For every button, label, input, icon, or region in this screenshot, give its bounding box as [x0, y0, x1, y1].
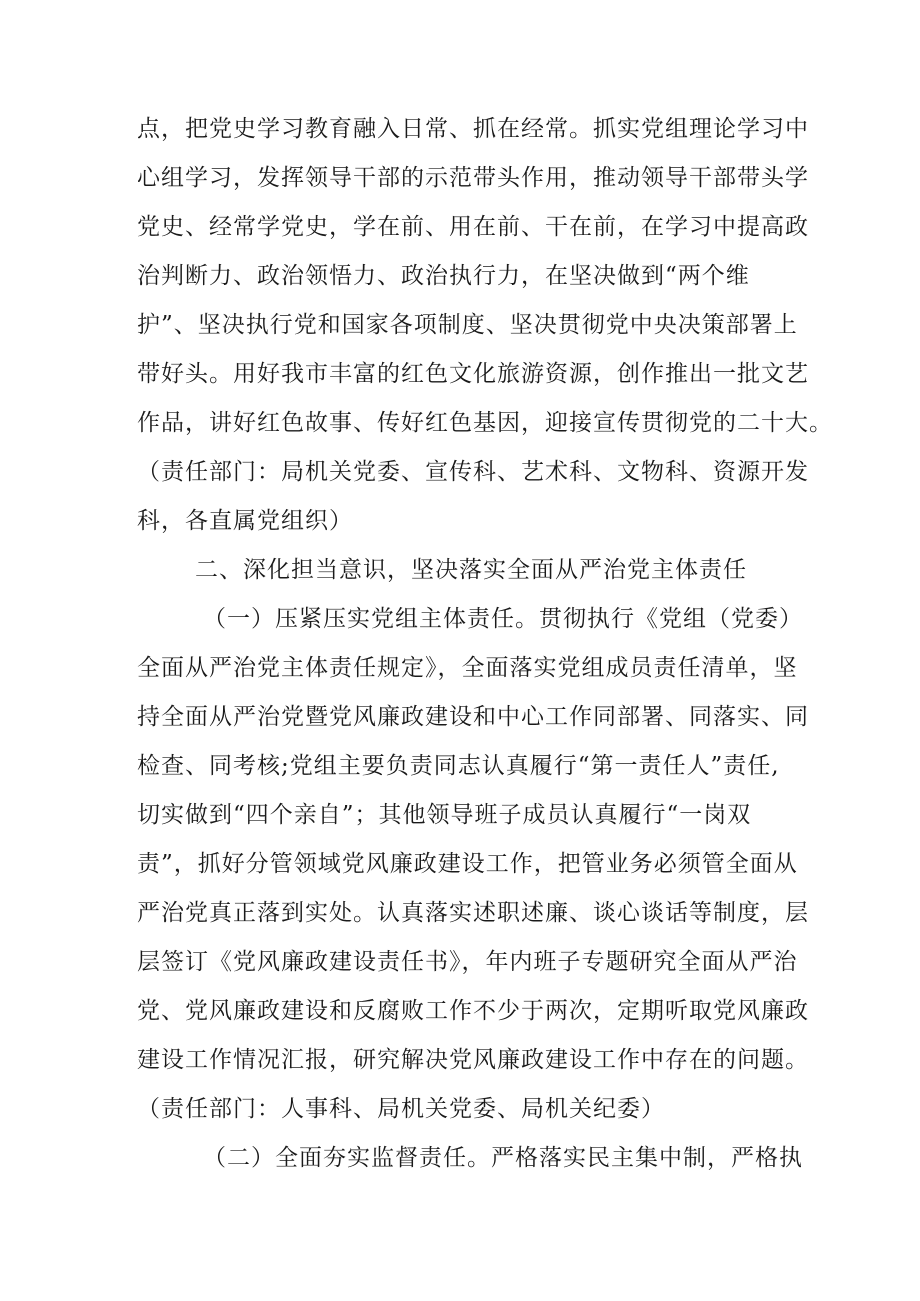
subsection-heading: （二）全面夯实监督责任。严格落实民主集中制，严格执 [203, 1145, 803, 1171]
text-line: 党史、经常学党史，学在前、用在前、干在前，在学习中提高政 [137, 214, 809, 240]
text-line: 党、党风廉政建设和反腐败工作不少于两次，定期听取党风廉政 [137, 998, 809, 1024]
text-line: 责”，抓好分管领域党风廉政建设工作，把管业务必须管全面从 [137, 851, 798, 877]
text-line: 心组学习，发挥领导干部的示范带头作用，推动领导干部带头学 [137, 165, 809, 191]
text-line: 层签订《党风廉政建设责任书》，年内班子专题研究全面从严治 [137, 949, 798, 975]
text-line: （责任部门：人事科、局机关党委、局机关纪委） [137, 1096, 665, 1122]
text-line: 带好头。用好我市丰富的红色文化旅游资源，创作推出一批文艺 [137, 361, 809, 387]
text-line: 严治党真正落到实处。认真落实述职述廉、谈心谈话等制度，层 [137, 900, 809, 926]
text-line: 切实做到“四个亲自”；其他领导班子成员认真履行“一岗双 [137, 802, 752, 828]
text-line: 点，把党史学习教育融入日常、抓在经常。抓实党组理论学习中 [137, 116, 809, 142]
section-heading: 二、深化担当意识，坚决落实全面从严治党主体责任 [195, 557, 747, 583]
text-line: 检查、同考核;党组主要负责同志认真履行“第一责任人”责任, [137, 753, 780, 779]
text-line: 建设工作情况汇报，研究解决党风廉政建设工作中存在的问题。 [137, 1047, 809, 1073]
text-line: 科，各直属党组织） [137, 508, 353, 534]
text-line: 作品，讲好红色故事、传好红色基因，迎接宣传贯彻党的二十大。 [137, 410, 833, 436]
text-line: （责任部门：局机关党委、宣传科、艺术科、文物科、资源开发 [137, 459, 809, 485]
text-line: 全面从严治党主体责任规定》，全面落实党组成员责任清单，坚 [137, 655, 798, 681]
text-line: 治判断力、政治领悟力、政治执行力，在坚决做到“两个维 [137, 263, 750, 289]
text-line: 护”、坚决执行党和国家各项制度、坚决贯彻党中央决策部署上 [137, 312, 798, 338]
text-line: 持全面从严治党暨党风廉政建设和中心工作同部署、同落实、同 [137, 704, 809, 730]
subsection-heading: （一）压紧压实党组主体责任。贯彻执行《党组（党委） [203, 606, 803, 632]
